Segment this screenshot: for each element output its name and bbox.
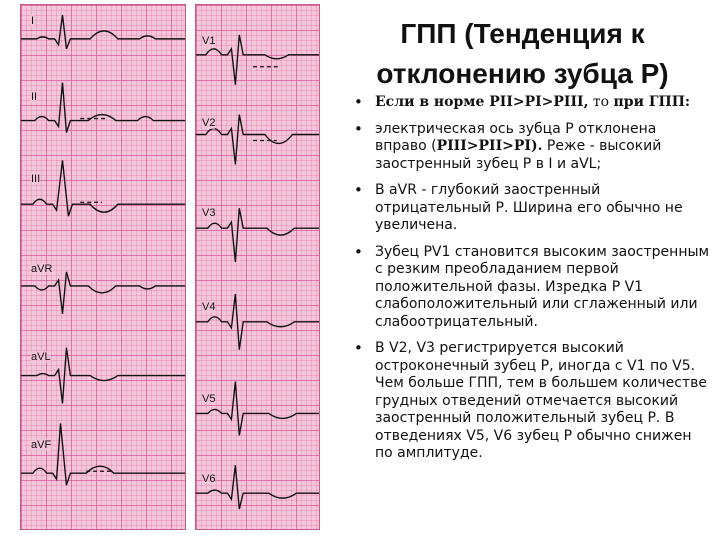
- bullet-2-text-start: электрическая ось зубца Р отклонена вправо (: [375, 120, 657, 154]
- bullet-2-text-end: Реже - высокий заостренный зубец Р в I и aVL;: [375, 138, 662, 172]
- slide-title: ГПП (Тенденция к отклонению зубца Р): [376, 18, 669, 89]
- lead-label-iii: III: [31, 173, 41, 185]
- bullet-1-connector: то: [588, 94, 614, 110]
- lead-label-avr: aVR: [31, 263, 53, 275]
- bullet-5-text: В V2, V3 регистрируется высокий остроконечный зубец Р, иногда с V1 по V5. Чем больше ГПП, тем в большем количестве грудных отведений отмечается высокий заостренный положительный зубец Р. В отведениях V5, V6 зубец Р обычно снижен по амплитуде.: [375, 340, 707, 461]
- ecg-limb-leads-strip: [20, 4, 186, 530]
- lead-label-v2: V2: [202, 117, 216, 129]
- lead-label-v6: V6: [202, 473, 216, 485]
- ecg-trace-v5: [196, 382, 319, 436]
- lead-label-avl: aVL: [31, 351, 51, 363]
- ecg-trace-avr: [21, 272, 185, 314]
- ecg-trace-iii: [21, 160, 185, 216]
- lead-label-v4: V4: [202, 301, 216, 313]
- bullet-item-4: [352, 244, 710, 332]
- bullet-1-gpp-label: при ГПП:: [613, 94, 691, 110]
- lead-label-v3: V3: [202, 207, 216, 219]
- bullet-item-1: [352, 94, 710, 112]
- ecg-trace-ii: [21, 83, 185, 133]
- lead-label-ii: II: [31, 91, 38, 103]
- bullet-item-2: [352, 121, 710, 174]
- bullet-1-normal-rule: Если в норме PII>PI>PIII,: [375, 94, 589, 110]
- bullet-item-3: [352, 182, 710, 235]
- ecg-chest-traces: [196, 5, 319, 529]
- ecg-trace-v6: [196, 465, 319, 509]
- bullet-4-text: Зубец PV1 становится высоким заостренным с резким преобладанием первой положительной фазы. Изредка Р V1 слабоположительный или сглаженный или слабоотрицательный.: [375, 243, 710, 330]
- lead-label-i: I: [31, 15, 35, 27]
- bullet-3-text: В aVR - глубокий заостренный отрицательный Р. Ширина его обычно не увеличена.: [375, 182, 683, 233]
- ecg-trace-i: [21, 15, 185, 49]
- lead-label-v5: V5: [202, 393, 216, 405]
- lead-label-avf: aVF: [31, 439, 52, 451]
- bullet-list: [352, 94, 710, 472]
- ecg-trace-avf: [21, 423, 185, 485]
- ecg-chest-leads-strip: [195, 4, 320, 530]
- bullet-item-5: [352, 340, 710, 463]
- lead-label-v1: V1: [202, 35, 216, 47]
- bullet-2-p-ratio: PIII>PII>PI).: [436, 138, 543, 154]
